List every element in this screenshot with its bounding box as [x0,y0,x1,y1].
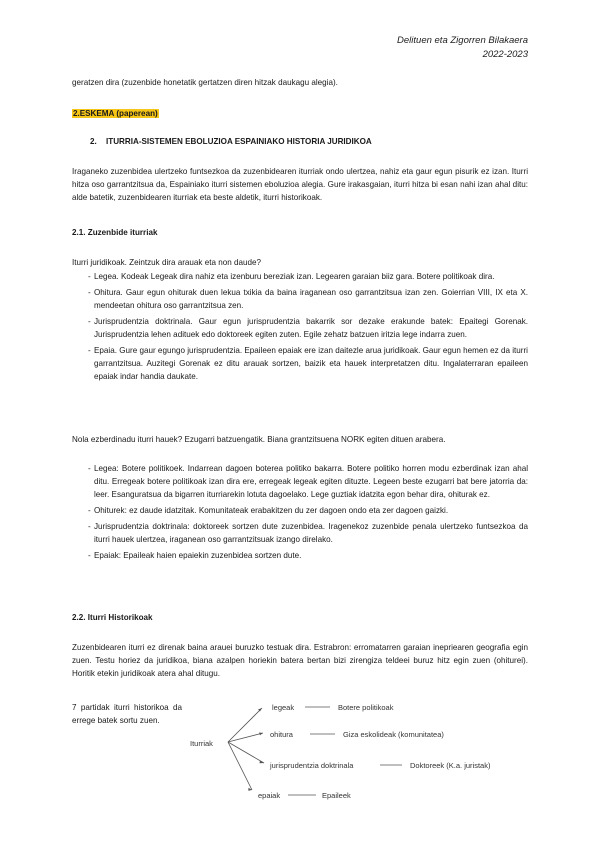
branch-ohitura: ohitura [270,730,293,739]
arrow-legeak [228,708,262,742]
list-item: - Epaia. Gure gaur egungo jurisprudentzia. Epaileen epaiak ere izan daitezle arua juridikoak. Gaur egun hemen ez da iturri garrantzitsua. Auzitegi Gorenak ez ditu arauak sortzen, baizik eta hauek interpretatzen ditu. Ingalaterraran epaileen epaiak indar handia daukate. [72,344,528,383]
list-item: - Legea. Kodeak Legeak dira nahiz eta izenburu bereziak izan. Legearen garaian biiz gara. Botere politikoak dira. [72,270,528,283]
side-note: 7 partidak iturri historikoa da errege batek sortu zuen. [72,703,182,725]
list-item: - Ohitura. Gaur egun ohiturak duen lekua txikia da baina iraganean oso garrantzitsua izan zen. Goierrian VIII, IX eta X. mendeetan ohitura oso garrantzitsua zen. [72,286,528,312]
intro-line: geratzen dira (zuzenbide honetatik gertatzen diren hitzak daukagu alegia). [72,78,338,87]
arrow-ohitura [228,733,263,742]
list-item: - Jurisprudentzia doktrinala: doktoreek sortzen dute zuzenbidea. Iragenekoz zuzenbide penala ulertzeko funtsezkoa da iturri hauek ulertzea, iraganean oso garrantzitsuak izango direlako. [72,520,528,546]
branch-epaiak: epaiak [258,791,281,800]
question-line: Iturri juridikoak. Zeintzuk dira arauak eta non daude? [72,258,261,267]
list-item: - Epaiak: Epaileak haien epaiekin zuzenbidea sortzen dute. [72,549,528,562]
list-item: - Jurisprudentzia doktrinala. Gaur egun jurisprudentzia bakarrik sor dezake erakunde batek: Epaitegi Gorenak. Jurisprudentzia lehen adituek edo doktoreek egiten zuten. Egile zehatz batzuen iritzia lege indarra zuen. [72,315,528,341]
diagram-root: Iturriak [190,739,213,748]
branch-jurisprudentzia: jurisprudentzia doktrinala [270,761,354,770]
list-item: - Ohiturek: ez daude idatzitak. Komunitateak erabakitzen du zer dagoen ondo eta zer dagoen gaizki. [72,504,528,517]
subsection-1-title: 2.1. Zuzenbide iturriak [72,228,158,237]
section-title: ITURRIA-SISTEMEN EBOLUZIOA ESPAINIAKO HISTORIA JURIDIKOA [106,137,372,146]
target-jurisprudentzia: Doktoreek (K.a. juristak) [410,761,491,770]
target-epaiak: Epaileek [322,791,351,800]
target-legeak: Botere politikoak [338,703,394,712]
list-item: - Legea: Botere politikoek. Indarrean dagoen boterea politiko bakarra. Botere politiko horren modu ezberdinak izan ahal ditu. Erregeak botere politikoak izan dira ere, erregeak legeak egiten dituzte. Legeen beste ezugarri bat bere jatorria da: leer. Esanguratsua da bigarren iturriarekin lotuta dagoelako. Lege guztiak idatzita egon behar dira, ohiturak ez. [72,462,528,501]
section-paragraph: Iraganeko zuzenbidea ulertzeko funtsezkoa da zuzenbidearen iturriak ondo ulertzea, nahiz eta gaur egun pisurik ez izan. Iturri hitza oso garrantzitsua da, Espainiako iturri sistemen eboluzioa alegia. Gure irakasgaian, iturri hitza bi esan nahi izan ahal ditu: alde batetik, zuzenbidearen iturriak eta beste aldetik, iturri historikoak. [72,167,528,202]
header-year: 2022-2023 [482,49,528,60]
target-ohitura: Giza eskolideak (komunitatea) [343,730,444,739]
subsection-2-title: 2.2. Iturri Historikoak [72,613,153,622]
section-number: 2. [90,137,97,146]
paragraph-2: Nola ezberdinadu iturri hauek? Ezugarri batzuengatik. Biana grantzitsuena NORK egiten dituen arabera. [72,435,446,444]
header-title: Delituen eta Zigorren Bilakaera [397,35,528,46]
eskema-highlight: 2.ESKEMA (paperean) [73,109,158,118]
paragraph-3: Zuzenbidearen iturri ez direnak baina arauei buruzko testuak dira. Estrabron: erromatarren garaian inepriearen geografia egin zuen. Testu horiez da juridikoa, biana azalpen horiekin batera bertan bizi zirengiza teldeei buruz hitz egin zuen (ohiturei). Horitik etekin juridikoak atera ahal ditugu. [72,643,528,678]
branch-legeak: legeak [272,703,295,712]
